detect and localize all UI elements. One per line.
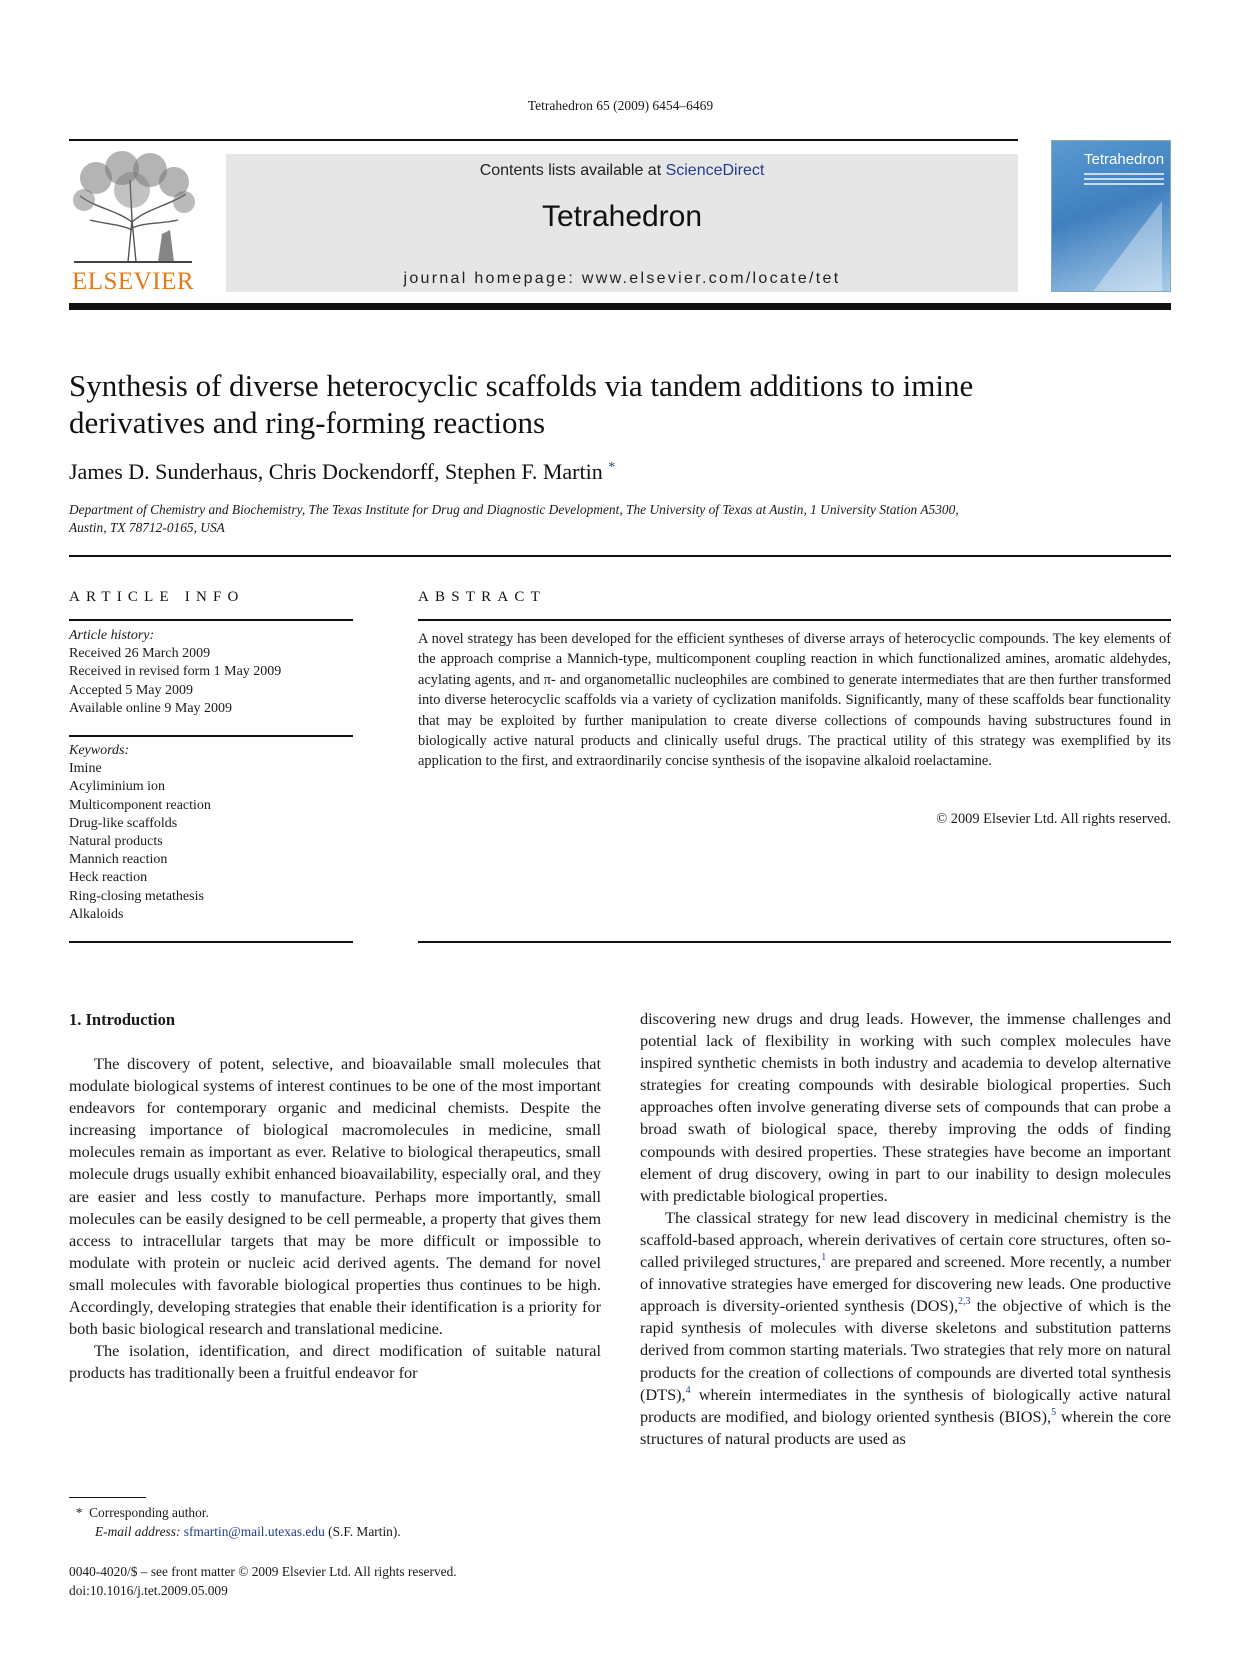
- body-left-column: [69, 1053, 601, 1384]
- paragraph: [640, 1207, 1171, 1450]
- paragraph: The discovery of potent, selective, and bioavailable small molecules that modulate biological systems of interest continues to be one of the most important endeavors for contemporary organic and medicinal chemists. Despite the increasing importance of biological macromolecules in medicine, small molecules remain as important as ever. Relative to biological therapeutics, small molecule drugs usually exhibit enhanced bioavailability, especially oral, and they are easier and less costly to manufacture. Perhaps more importantly, small molecules can be easily designed to be cell permeable, a property that gives them access to intracellular targets that may be more difficult or impossible to modulate with protein or nucleic acid derived agents. The demand for novel small molecules with favorable biological properties thus continues to be high. Accordingly, developing strategies that enable their identification is a priority for both basic biological research and translational medicine.: [69, 1054, 601, 1339]
- keyword-item: Multicomponent reaction: [69, 797, 211, 813]
- footnote: [69, 1504, 401, 1541]
- text-run: are prepared and screened. More recently, a number of innovative strategies have emerged for discovering new leads. One productive approach is diversity-oriented synthesis (DOS),: [640, 1252, 1171, 1316]
- reference-link[interactable]: 4: [685, 1384, 691, 1396]
- email-suffix: (S.F. Martin).: [324, 1523, 401, 1539]
- text-run: wherein the core structures of natural products are used as: [640, 1406, 1171, 1448]
- abstract-bottom-rule: [418, 941, 1171, 943]
- email-label: E-mail address:: [95, 1523, 184, 1539]
- abstract-text: A novel strategy has been developed for the efficient syntheses of diverse arrays of heterocyclic compounds. The key elements of the approach comprise a Mannich-type, multicomponent coupling reaction in which functionalized amines, aromatic aldehydes, acylating agents, and π- and organometallic nucleophiles are combined to generate intermediates that are then further transformed into diverse heterocyclic scaffolds via a variety of cyclization manifolds. Significantly, many of these scaffolds bear functionality that may be exploited by further manipulation to create diverse collections of compounds having substructures found in biologically active natural products and clinically useful drugs. The practical utility of this strategy was exemplified by its application to the first, and extraordinarily concise synthesis of the isopavine alkaloid roelactamine.: [418, 631, 1171, 770]
- journal-homepage[interactable]: journal homepage: www.elsevier.com/locate/tet: [403, 270, 841, 287]
- history-accepted: Accepted 5 May 2009: [69, 682, 194, 698]
- corresponding-author-mark[interactable]: *: [608, 460, 616, 475]
- paragraph: The isolation, identification, and direct modification of suitable natural products has traditionally been a fruitful endeavor for: [69, 1341, 601, 1383]
- keyword-item: Mannich reaction: [69, 852, 168, 868]
- footnote-email: [69, 1523, 401, 1542]
- keywords-rule: [69, 735, 353, 737]
- elsevier-wordmark: ELSEVIER: [71, 268, 195, 295]
- email-link[interactable]: sfmartin@mail.utexas.edu: [183, 1523, 325, 1539]
- keyword-item: Natural products: [69, 834, 163, 850]
- author-list: [69, 459, 615, 485]
- affiliation: [69, 501, 1169, 537]
- text-run: the objective of which is the rapid synthesis of molecules with diverse skeletons and substitution patterns derived from common starting materials. Two strategies that rely more on natural products for the creation of collections of compounds are diverted total synthesis (DTS),: [640, 1296, 1172, 1404]
- article-info-heading: ARTICLE INFO: [69, 589, 245, 605]
- keywords-list: [69, 742, 349, 924]
- cover-graphic: [1092, 201, 1162, 292]
- footnote-mark: *: [75, 1505, 83, 1520]
- title-line-1: Synthesis of diverse heterocyclic scaffolds via tandem additions to imine: [69, 368, 974, 403]
- footnote-corresponding: [69, 1504, 401, 1523]
- header-bottom-rule: [69, 303, 1171, 310]
- abstract-heading: ABSTRACT: [418, 589, 546, 605]
- keyword-item: Imine: [69, 761, 102, 777]
- elsevier-logo: [66, 150, 200, 296]
- article-meta: [69, 1563, 457, 1600]
- journal-cover: [1051, 140, 1171, 292]
- footnote-rule: [69, 1497, 146, 1498]
- doi-line[interactable]: doi:10.1016/j.tet.2009.05.009: [69, 1582, 228, 1598]
- article-title: [69, 367, 1169, 441]
- issn-line: 0040-4020/$ – see front matter © 2009 Elsevier Ltd. All rights reserved.: [69, 1564, 457, 1579]
- journal-citation: Tetrahedron 65 (2009) 6454–6469: [527, 98, 714, 113]
- front-matter-rule: [69, 555, 1171, 557]
- keywords-label: Keywords:: [69, 743, 130, 758]
- cover-title: Tetrahedron: [1084, 151, 1165, 168]
- cover-text-lines: [1084, 173, 1164, 188]
- keyword-item: Acyliminium ion: [69, 779, 166, 795]
- reference-link[interactable]: 2,3: [958, 1296, 971, 1308]
- article-info-rule: [69, 619, 353, 621]
- header-top-rule: [69, 139, 1018, 141]
- keyword-item: Ring-closing metathesis: [69, 888, 204, 904]
- sciencedirect-link[interactable]: ScienceDirect: [665, 162, 765, 179]
- paragraph: discovering new drugs and drug leads. However, the immense challenges and potential lack of flexibility in working with such complex molecules have inspired synthetic chemists in both industry and academia to develop alternative strategies for creating compounds with desirable biological properties. Such approaches often involve generating diverse sets of compounds that can probe a broad swath of biological space, thereby improving the odds of finding compounds with desired properties. These strategies have become an important element of drug discovery, owing in part to our inability to design molecules with predictable biological properties.: [640, 1009, 1171, 1205]
- journal-name: Tetrahedron: [541, 200, 703, 233]
- footnote-corresponding-text: Corresponding author.: [89, 1505, 209, 1520]
- contents-prefix: Contents lists available at: [479, 162, 666, 179]
- abstract-copyright: © 2009 Elsevier Ltd. All rights reserved.: [936, 811, 1171, 827]
- article-history: [69, 627, 349, 718]
- affiliation-line-1: Department of Chemistry and Biochemistry, The Texas Institute for Drug and Diagnostic Development, The University of Texas at Austin, 1 University Station A5300,: [69, 502, 959, 517]
- text-run: The classical strategy for new lead discovery in medicinal chemistry is the scaffold-based approach, wherein derivatives of certain core structures, often so-called privileged structures,: [640, 1207, 1171, 1272]
- keyword-item: Alkaloids: [69, 906, 124, 922]
- keyword-item: Heck reaction: [69, 870, 148, 886]
- contents-line: [226, 162, 1018, 180]
- history-label: Article history:: [69, 628, 155, 643]
- history-received: Received 26 March 2009: [69, 646, 211, 662]
- keyword-item: Drug-like scaffolds: [69, 815, 178, 831]
- text-run: wherein intermediates in the synthesis of biologically active natural products are modified, and biology oriented synthesis (BIOS),: [640, 1384, 1171, 1426]
- elsevier-tree-icon: [66, 150, 200, 268]
- affiliation-line-2: Austin, TX 78712-0165, USA: [69, 520, 225, 535]
- abstract-rule: [418, 619, 1171, 621]
- section-heading-introduction: 1. Introduction: [69, 1010, 176, 1029]
- history-revised: Received in revised form 1 May 2009: [69, 664, 282, 680]
- author-names: James D. Sunderhaus, Chris Dockendorff, Stephen F. Martin: [69, 459, 603, 484]
- reference-link[interactable]: 5: [1051, 1406, 1057, 1418]
- reference-link[interactable]: 1: [821, 1252, 827, 1264]
- journal-banner: [226, 154, 1018, 292]
- body-right-column: [640, 1008, 1171, 1450]
- history-online: Available online 9 May 2009: [69, 700, 233, 716]
- article-info-bottom-rule: [69, 941, 353, 943]
- title-line-2: derivatives and ring-forming reactions: [69, 405, 546, 440]
